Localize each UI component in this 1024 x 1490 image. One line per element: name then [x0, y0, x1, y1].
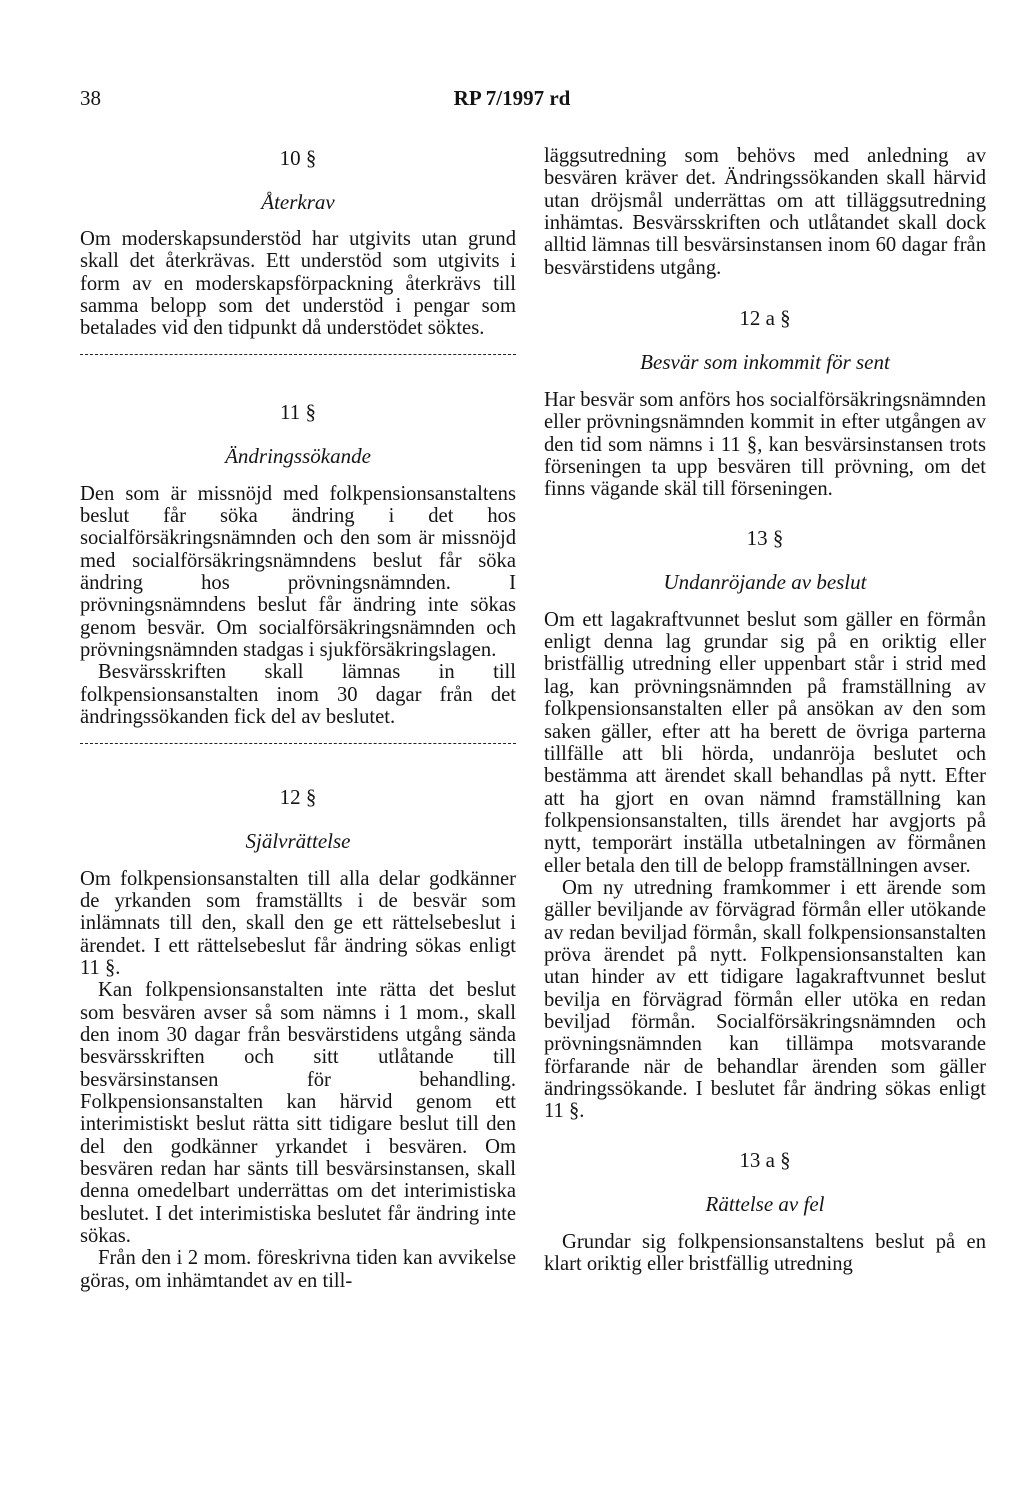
right-column [544, 145, 986, 1275]
section-12-paragraph-1: Om folkpensionsanstalten till alla delar godkänner de yrkanden som framställts i de besvär som inlämnats till den, skall den ge ett rättelsebeslut i ärendet. I ett rättelsebeslut får ändring sökas enligt 11 §. [80, 867, 516, 979]
continued-paragraph: läggsutredning som behövs med anledning av besvären kräver det. Ändringssökanden skall härvid utan dröjsmål underrättas om att tilläggsutredning inhämtas. Besvärsskriften och utlåtandet skall dock alltid lämnas till besvärsinstansen inom 60 dagar från besvärstidens utgång. [544, 145, 986, 279]
section-10-title: Återkrav [261, 190, 335, 214]
section-12a-number: 12 a § [739, 306, 791, 331]
section-12-paragraph-3: Från den i 2 mom. föreskrivna tiden kan avvikelse göras, om inhämtandet av en till- [80, 1247, 516, 1292]
section-11-number: 11 § [280, 399, 316, 424]
left-column [80, 145, 516, 1292]
section-12-paragraph-2: Kan folkpensionsanstalten inte rätta det beslut som besvären avser så som nämns i 1 mom., skall den inom 30 dagar från besvärstidens utgång sända besvärsskriften och sitt utlåtande till besvärsinstansen för behandling. Folkpensionsanstalten kan härvid genom ett interimistiskt beslut rätta sitt tidigare beslut till den del den godkänner yrkandet i besvären. Om besvären redan har sänts till besvärsinstansen, skall denna omedelbart underrättas om det interimistiska beslutet. I det interimistiska beslutet får ändring inte sökas. [80, 979, 516, 1247]
section-12-title: Självrättelse [245, 828, 351, 853]
section-13-number: 13 § [746, 525, 784, 550]
section-12a-paragraph: Har besvär som anförs hos socialförsäkringsnämnden eller prövningsnämnden kommit in efter utgången av den tid som nämns i 11 §, kan besvärsinstansen trots förseningen ta upp besvären till prövning, om det finns vägande skäl till förseningen. [544, 389, 986, 501]
section-10-paragraph: Om moderskapsunderstöd har utgivits utan grund skall det återkrävas. Ett understöd som utgivits i form av en moderskapsförpackning återkrävs till samma belopp som det understöd i pengar som betalades vid den tidpunkt då understödet söktes. [80, 228, 516, 340]
amendment-separator [80, 743, 516, 744]
section-12a-title: Besvär som inkommit för sent [640, 350, 890, 375]
section-11-paragraph-2: Besvärsskriften skall lämnas in till folkpensionsanstalten inom 30 dagar från det ändringssökanden fick del av beslutet. [80, 661, 516, 729]
amendment-separator [80, 354, 516, 355]
document-reference: RP 7/1997 rd [453, 86, 571, 110]
section-11-paragraph-1: Den som är missnöjd med folkpensionsanstaltens beslut får söka ändring i det hos socialförsäkringsnämnden och den som är missnöjd med socialförsäkringsnämndens beslut får söka ändring hos prövningsnämnden. I prövningsnämndens beslut får ändring inte sökas genom besvär. Om socialförsäkringsnämnden och prövningsnämnden stadgas i sjukförsäkringslagen. [80, 482, 516, 662]
page-header [0, 86, 1024, 116]
page-number: 38 [80, 86, 101, 110]
section-11-title: Ändringssökande [225, 443, 371, 468]
section-13-paragraph-2: Om ny utredning framkommer i ett ärende som gäller beviljande av förvägrad förmån eller utökande av redan beviljad förmån, skall folkpensionsanstalten pröva ärendet på nytt. Folkpensionsanstalten kan utan hinder av ett tidigare lagakraftvunnet beslut bevilja en förvägrad förmån eller utöka en redan beviljad förmån. Socialförsäkringsnämnden och prövningsnämnden kan tillämpa motsvarande förfarande när de behandlar ärenden som gäller ändringssökande. I beslutet får ändring sökas enligt 11 §. [544, 876, 986, 1123]
section-13-title: Undanröjande av beslut [663, 569, 867, 594]
section-13a-number: 13 a § [739, 1147, 791, 1172]
section-12-number: 12 § [279, 784, 317, 809]
section-13-paragraph-1: Om ett lagakraftvunnet beslut som gäller en förmån enligt denna lag grundar sig på en oriktig eller bristfällig utredning eller uppenbart står i strid med lag, kan prövningsnämnden på framställning av folkpensionsanstalten eller på ansökan av den som saken gäller, efter att ha berett de övriga parterna tillfälle att bli hörda, undanröja beslutet och bestämma att ärendet skall behandlas på nytt. Efter att ha gjort en ovan nämnd framställning kan folkpensionsanstalten, tills ärendet har avgjorts på nytt, temporärt inställa utbetalningen av förmånen eller betala den till de belopp framställningen avser. [544, 608, 986, 877]
section-13a-paragraph: Grundar sig folkpensionsanstaltens beslut på en klart oriktig eller bristfällig utredning [544, 1230, 986, 1276]
section-10-number: 10 § [279, 146, 317, 170]
section-13a-title: Rättelse av fel [705, 1191, 825, 1216]
